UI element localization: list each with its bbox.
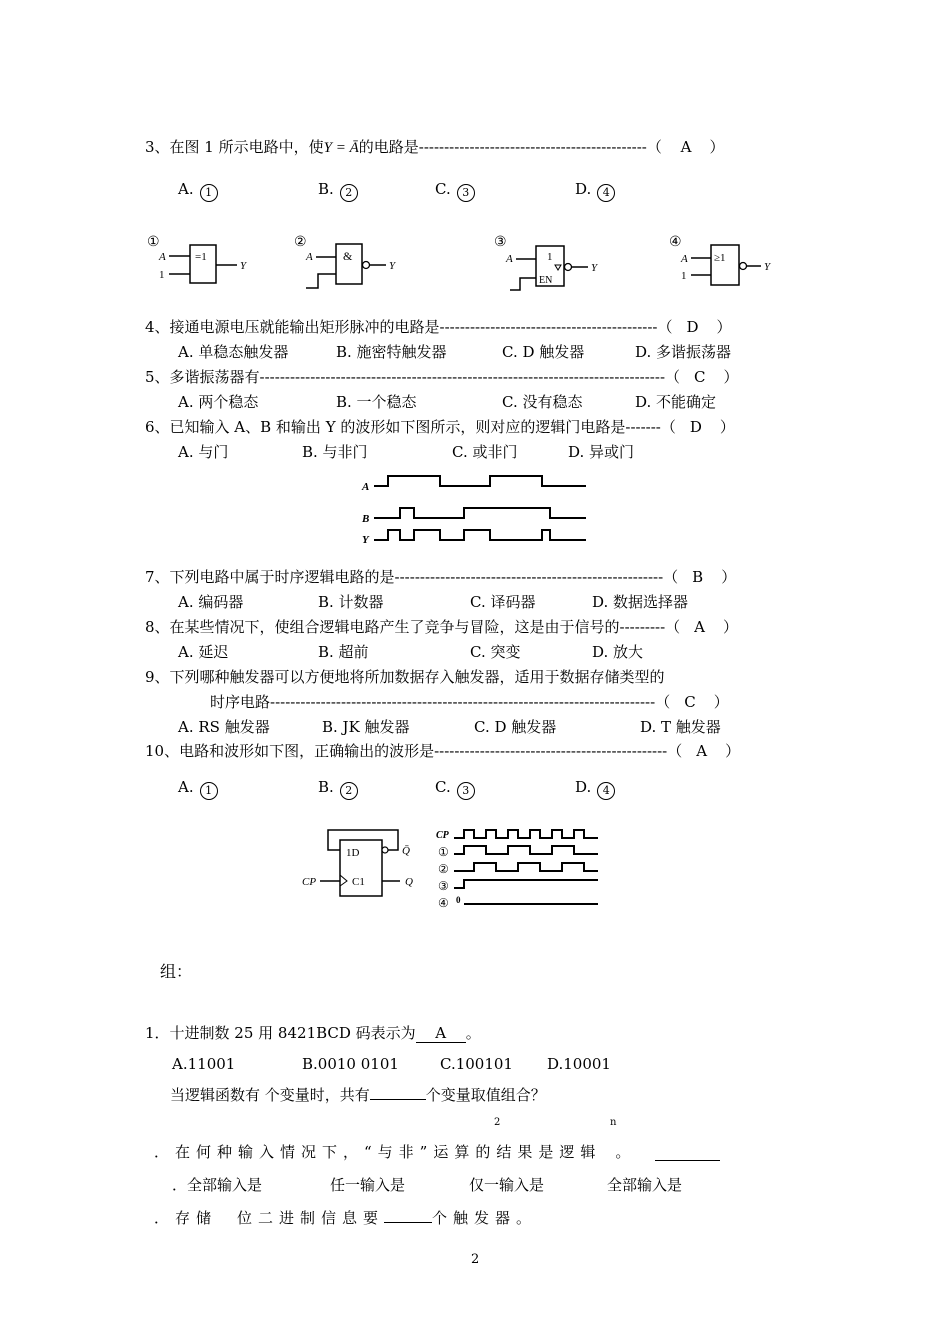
svg-text:②: ② [294, 235, 307, 250]
formula: Y = Ā [323, 140, 359, 156]
option-c: C. 3 [435, 180, 475, 202]
svg-text:≥1: ≥1 [714, 252, 726, 264]
svg-text:A: A [681, 253, 688, 265]
gate-nand-diagram [292, 232, 412, 294]
svg-text:Y: Y [389, 260, 396, 272]
svg-text:CP: CP [436, 830, 449, 841]
option-c: C. D 触发器 [502, 343, 585, 361]
option-d: D. 放大 [592, 643, 644, 661]
subscript: 2 [494, 1117, 501, 1128]
option-a: A. 1 [178, 778, 218, 800]
svg-text:②: ② [438, 862, 449, 876]
svg-text:Y: Y [240, 260, 247, 272]
svg-text:1: 1 [547, 251, 553, 263]
svg-text:0: 0 [456, 895, 461, 905]
option-a: ．全部输入是 [172, 1176, 263, 1194]
option-a: A. 延迟 [178, 643, 229, 661]
gate-tristate-diagram [492, 232, 612, 294]
question-10: 10、电路和波形如下图，正确输出的波形是----------------------------------------------（ A ） [145, 742, 741, 760]
option-c: C. 没有稳态 [502, 393, 583, 411]
answer-blank[interactable] [655, 1158, 720, 1161]
subscript: n [610, 1117, 617, 1128]
option-c: C.100101 [440, 1055, 513, 1073]
d-flipflop-diagram [300, 826, 435, 906]
option-b: B. 2 [318, 180, 358, 202]
section-question-1: 1．十进制数 25 用 8421BCD 码表示为 A 。 [145, 1024, 481, 1042]
gate-xor-diagram [145, 230, 255, 290]
svg-text:1D: 1D [346, 847, 360, 859]
gate-nor-diagram [667, 232, 782, 288]
svg-text:Q: Q [405, 876, 413, 888]
option-a: A. 单稳态触发器 [178, 343, 289, 361]
svg-text:A: A [506, 253, 513, 265]
option-d: D. 4 [575, 180, 615, 202]
option-d: 全部输入是 [607, 1176, 683, 1194]
answer-blank[interactable] [370, 1099, 426, 1100]
svg-text:③: ③ [438, 879, 449, 893]
svg-text:1: 1 [159, 269, 165, 281]
option-d: D. 不能确定 [635, 393, 717, 411]
question-6: 6、已知输入 A、B 和输出 Y 的波形如下图所示，则对应的逻辑门电路是-------（ D ） [145, 418, 735, 436]
option-b: B. 与非门 [302, 443, 368, 461]
svg-text:Y: Y [764, 261, 771, 273]
option-a: A. 1 [178, 180, 218, 202]
option-d: D. T 触发器 [640, 718, 721, 736]
answer: A [696, 742, 708, 760]
page-number: 2 [471, 1252, 480, 1267]
question-5: 5、多谐振荡器有--------------------------------------------------------------------------------（ C ） [145, 368, 739, 386]
option-a: A. 编码器 [178, 593, 244, 611]
option-b: 任一输入是 [330, 1176, 406, 1194]
answer: D [686, 318, 699, 336]
answer: C [694, 368, 706, 386]
svg-text:④: ④ [669, 235, 682, 250]
svg-text:A: A [306, 251, 313, 263]
section-heading: 组： [160, 962, 193, 981]
svg-text:③: ③ [494, 235, 507, 250]
svg-text:C1: C1 [352, 876, 365, 888]
svg-text:1: 1 [681, 270, 687, 282]
option-c: 仅一输入是 [469, 1176, 545, 1194]
svg-text:Q̄: Q̄ [402, 845, 410, 857]
answer: C [684, 693, 696, 711]
svg-text:④: ④ [438, 896, 449, 910]
section-question-3: ．在何种输入情况下，“与非”运算的结果是逻辑 。 [154, 1143, 637, 1161]
svg-text:B: B [362, 513, 370, 525]
option-c: C. 3 [435, 778, 475, 800]
answer: A [680, 138, 692, 156]
option-d: D. 4 [575, 778, 615, 800]
option-a: A. 与门 [178, 443, 229, 461]
svg-text:A: A [159, 251, 166, 263]
option-b: B. 施密特触发器 [336, 343, 447, 361]
option-b: B. 一个稳态 [336, 393, 417, 411]
question-9-line1: 9、下列哪种触发器可以方便地将所加数据存入触发器，适用于数据存储类型的 [145, 668, 665, 686]
question-9-line2: 时序电路----------------------------------------------------------------------------（ C ） [210, 693, 729, 711]
option-d: D. 数据选择器 [592, 593, 689, 611]
option-c: C. 或非门 [452, 443, 518, 461]
option-b: B.0010 0101 [302, 1055, 399, 1073]
question-4: 4、接通电源电压就能输出矩形脉冲的电路是-------------------------------------------（ D ） [145, 318, 732, 336]
waveform-abc-diagram [360, 470, 590, 548]
question-8: 8、在某些情况下，使组合逻辑电路产生了竞争与冒险，这是由于信号的---------（ A ） [145, 618, 739, 636]
svg-text:A: A [362, 481, 370, 493]
svg-text:①: ① [438, 845, 449, 859]
option-a: A.11001 [172, 1055, 236, 1073]
option-c: C. D 触发器 [474, 718, 557, 736]
option-d: D.10001 [547, 1055, 611, 1073]
answer: D [689, 418, 702, 436]
waveform-cp-diagram [436, 824, 606, 910]
svg-text:EN: EN [539, 275, 553, 286]
answer: A [694, 618, 706, 636]
section-question-2: 当逻辑函数有 个变量时，共有 个变量取值组合？ [170, 1086, 546, 1104]
svg-text:Y: Y [362, 534, 369, 546]
answer-blank: A [416, 1024, 466, 1043]
option-a: A. RS 触发器 [178, 718, 270, 736]
option-d: D. 异或门 [568, 443, 635, 461]
question-7: 7、下列电路中属于时序逻辑电路的是-----------------------------------------------------（ B ） [145, 568, 737, 586]
option-c: C. 突变 [470, 643, 521, 661]
svg-text:CP: CP [302, 876, 317, 888]
section-question-4: ．存储 位二进制信息要 个触发器。 [154, 1209, 538, 1227]
answer: B [692, 568, 704, 586]
option-d: D. 多谐振荡器 [635, 343, 732, 361]
option-b: B. 超前 [318, 643, 369, 661]
option-c: C. 译码器 [470, 593, 536, 611]
svg-text:&: & [343, 249, 353, 263]
option-b: B. 2 [318, 778, 358, 800]
question-3: 3、在图 1 所示电路中，使Y = Ā的电路是---------------------------------------------（ A ） [145, 138, 725, 156]
option-b: B. JK 触发器 [322, 718, 410, 736]
svg-text:=1: =1 [195, 251, 207, 263]
option-a: A. 两个稳态 [178, 393, 259, 411]
svg-text:①: ① [147, 235, 160, 250]
svg-text:Y: Y [591, 262, 598, 274]
option-b: B. 计数器 [318, 593, 384, 611]
answer-blank[interactable] [384, 1222, 432, 1223]
